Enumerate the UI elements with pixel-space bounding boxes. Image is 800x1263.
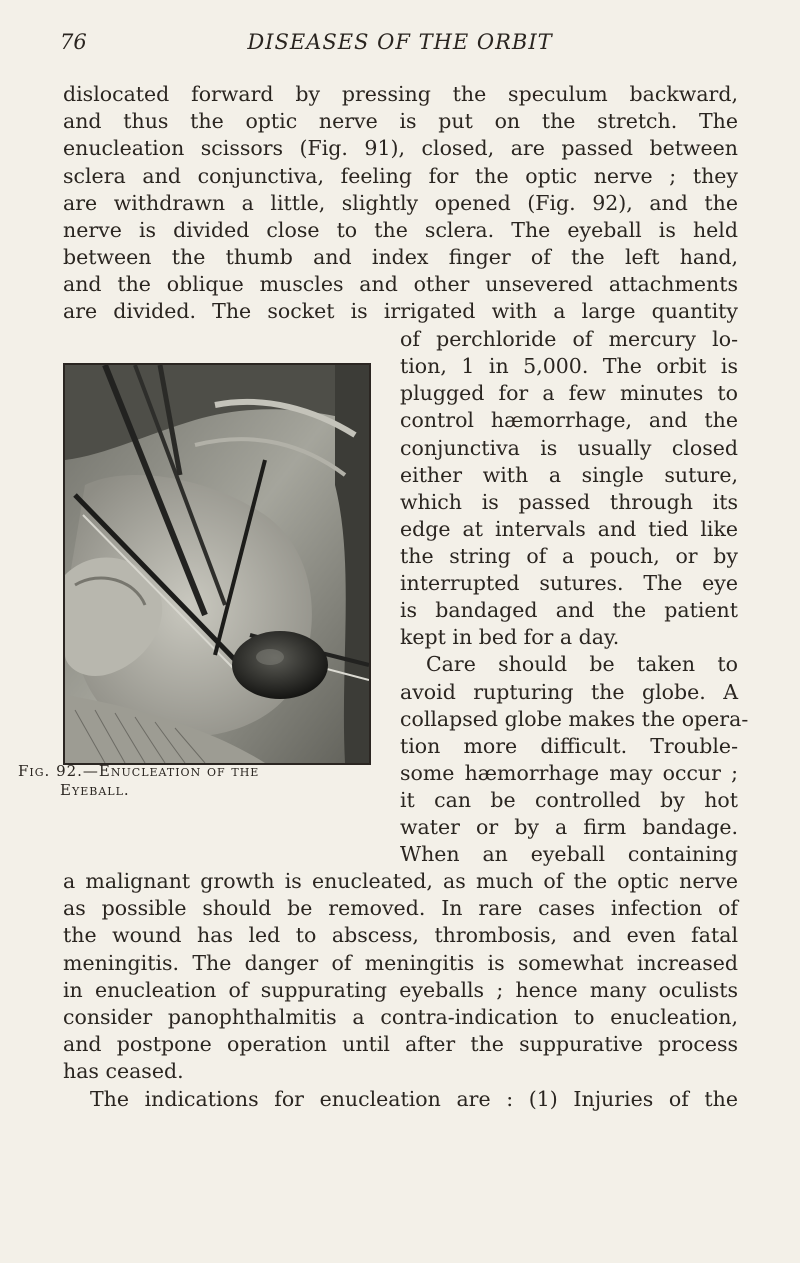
- text-line: between the thumb and index finger of the left hand,: [63, 245, 738, 269]
- text-line: dislocated forward by pressing the speculum backward,: [63, 82, 738, 106]
- figure-caption-line-2: Eyeball.: [60, 781, 130, 799]
- running-header: DISEASES OF THE ORBIT: [247, 30, 553, 54]
- text-line: interrupted sutures. The eye: [400, 571, 738, 595]
- text-line: water or by a firm bandage.: [400, 815, 738, 839]
- text-line: consider panophthalmitis a contra-indication to enucleation,: [63, 1005, 738, 1029]
- text-line: the wound has led to abscess, thrombosis, and even fatal: [63, 923, 738, 947]
- text-line: some hæmorrhage may occur ;: [400, 761, 738, 785]
- text-line: is bandaged and the patient: [400, 598, 738, 622]
- text-line: are divided. The socket is irrigated with a large quantity: [63, 299, 738, 323]
- text-line: control hæmorrhage, and the: [400, 408, 738, 432]
- text-line: of perchloride of mercury lo-: [400, 327, 738, 351]
- text-line: which is passed through its: [400, 490, 738, 514]
- text-line: meningitis. The danger of meningitis is somewhat increased: [63, 951, 738, 975]
- text-line: plugged for a few minutes to: [400, 381, 738, 405]
- text-line: nerve is divided close to the sclera. The eyeball is held: [63, 218, 738, 242]
- text-line: are withdrawn a little, slightly opened (Fig. 92), and the: [63, 191, 738, 215]
- text-line: collapsed globe makes the opera-: [400, 707, 749, 731]
- text-line: in enucleation of suppurating eyeballs ; hence many oculists: [63, 978, 738, 1002]
- text-line: edge at intervals and tied like: [400, 517, 738, 541]
- text-line: as possible should be removed. In rare cases infection of: [63, 896, 738, 920]
- text-line: tion more difficult. Trouble-: [400, 734, 738, 758]
- text-line: it can be controlled by hot: [400, 788, 738, 812]
- text-line: kept in bed for a day.: [400, 625, 620, 649]
- text-line: enucleation scissors (Fig. 91), closed, are passed between: [63, 136, 738, 160]
- figure-illustration: [63, 363, 371, 765]
- enucleation-illustration: [65, 365, 369, 763]
- page-number: 76: [60, 30, 87, 54]
- text-line: When an eyeball containing: [400, 842, 738, 866]
- text-line: The indications for enucleation are : (1) Injuries of the: [90, 1087, 738, 1111]
- text-line: a malignant growth is enucleated, as much of the optic nerve: [63, 869, 738, 893]
- text-line: and the oblique muscles and other unsevered attachments: [63, 272, 738, 296]
- text-line: tion, 1 in 5,000. The orbit is: [400, 354, 738, 378]
- text-line: Care should be taken to: [426, 652, 738, 676]
- text-line: either with a single suture,: [400, 463, 738, 487]
- text-line: and thus the optic nerve is put on the stretch. The: [63, 109, 738, 133]
- text-line: conjunctiva is usually closed: [400, 436, 738, 460]
- text-line: sclera and conjunctiva, feeling for the optic nerve ; they: [63, 164, 738, 188]
- text-line: has ceased.: [63, 1059, 184, 1083]
- text-line: avoid rupturing the globe. A: [400, 680, 738, 704]
- figure-caption: [18, 762, 366, 800]
- text-line: and postpone operation until after the suppurative process: [63, 1032, 738, 1056]
- figure-caption-line-1: Fig. 92.—Enucleation of the: [18, 762, 260, 780]
- text-line: the string of a pouch, or by: [400, 544, 738, 568]
